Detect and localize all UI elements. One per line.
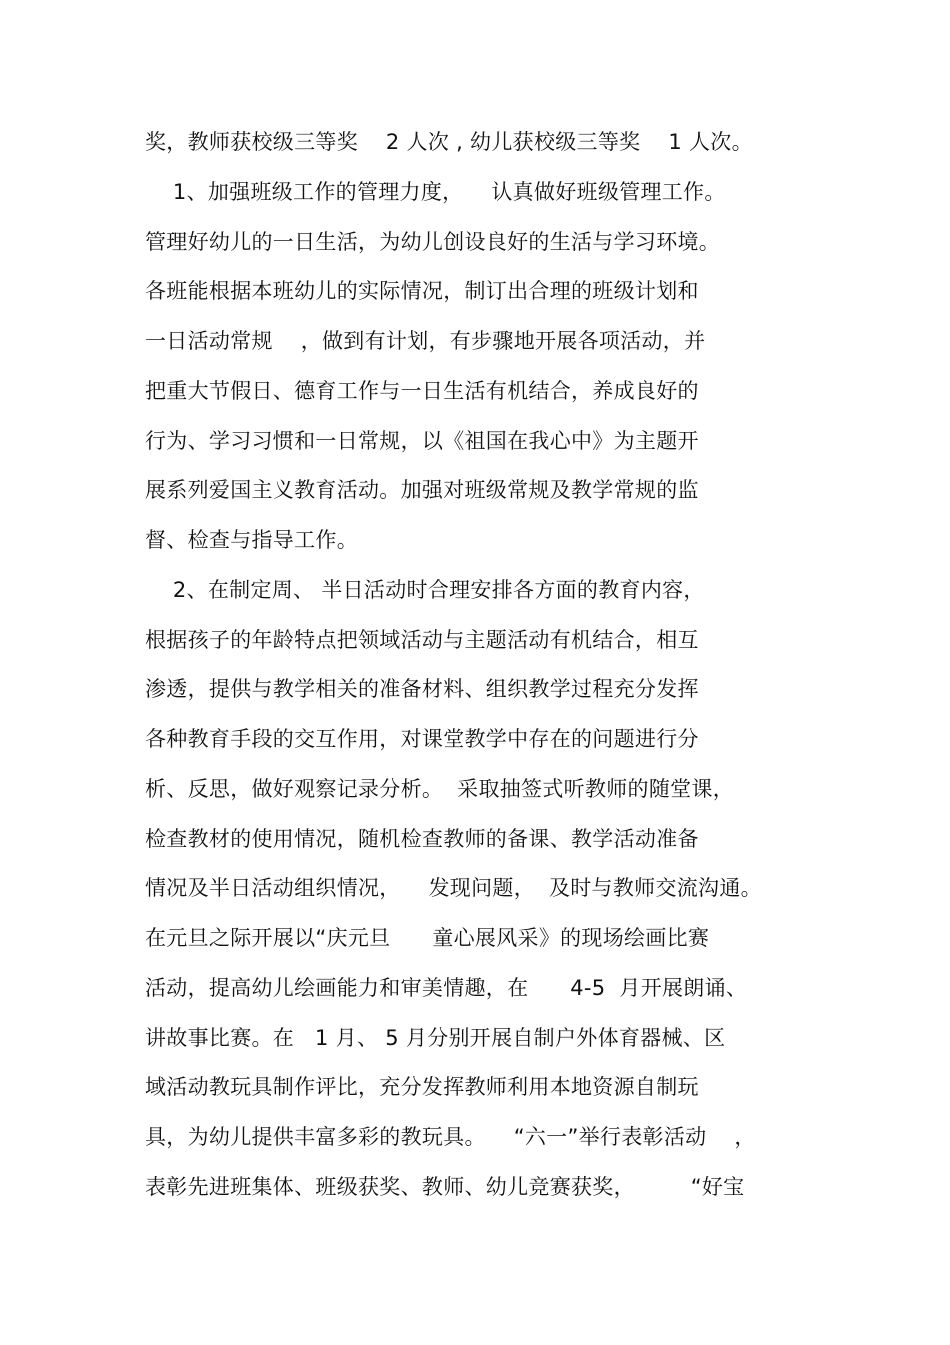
text-line: 根据孩子的年龄特点把领域活动与主题活动有机结合，相互 [145, 628, 699, 652]
text-line: 1、加强班级工作的管理力度， 认真做好班级管理工作。 [145, 180, 726, 204]
text-line: 各种教育手段的交互作用，对课堂教学中存在的问题进行分 [145, 727, 699, 751]
text-line: 一日活动常规 ，做到有计划，有步骤地开展各项活动，并 [145, 329, 706, 353]
text-line: 管理好幼儿的一日生活，为幼儿创设良好的生活与学习环境。 [145, 230, 721, 254]
text-line: 检查教材的使用情况，随机检查教师的备课、教学活动准备 [145, 827, 699, 851]
text-line: 在元旦之际开展以“庆元旦 童心展风采》的现场绘画比赛 [145, 926, 710, 950]
text-line: 具，为幼儿提供丰富多彩的教玩具。 “六一”举行表彰活动 ， [145, 1125, 756, 1149]
text-line: 把重大节假日、德育工作与一日生活有机结合，养成良好的 [145, 379, 699, 403]
text-line: 渗透，提供与教学相关的准备材料、组织教学过程充分发挥 [145, 677, 699, 701]
text-line: 展系列爱国主义教育活动。加强对班级常规及教学常规的监 [145, 478, 699, 502]
text-line: 表彰先进班集体、班级获奖、教师、幼儿竞赛获奖， “好宝 [145, 1175, 745, 1199]
text-line: 活动，提高幼儿绘画能力和审美情趣，在 4-5 月开展朗诵、 [145, 976, 748, 1000]
text-line: 行为、学习习惯和一日常规，以《祖国在我心中》为主题开 [145, 429, 699, 453]
text-line: 讲故事比赛。在 1 月、 5 月分别开展自制户外体育器械、区 [145, 1026, 726, 1050]
text-line: 情况及半日活动组织情况， 发现问题， 及时与教师交流沟通。 [145, 876, 762, 900]
text-line: 奖，教师获校级三等奖 2 人次 , 幼儿获校级三等奖 1 人次。 [145, 130, 753, 154]
text-line: 2、在制定周、 半日活动时合理安排各方面的教育内容， [145, 578, 705, 602]
text-line: 督、检查与指导工作。 [145, 528, 358, 552]
text-line: 各班能根据本班幼儿的实际情况，制订出合理的班级计划和 [145, 279, 699, 303]
text-line: 析、反思，做好观察记录分析。 采取抽签式听教师的随堂课， [145, 777, 735, 801]
text-line: 域活动教玩具制作评比，充分发挥教师利用本地资源自制玩 [145, 1075, 699, 1099]
